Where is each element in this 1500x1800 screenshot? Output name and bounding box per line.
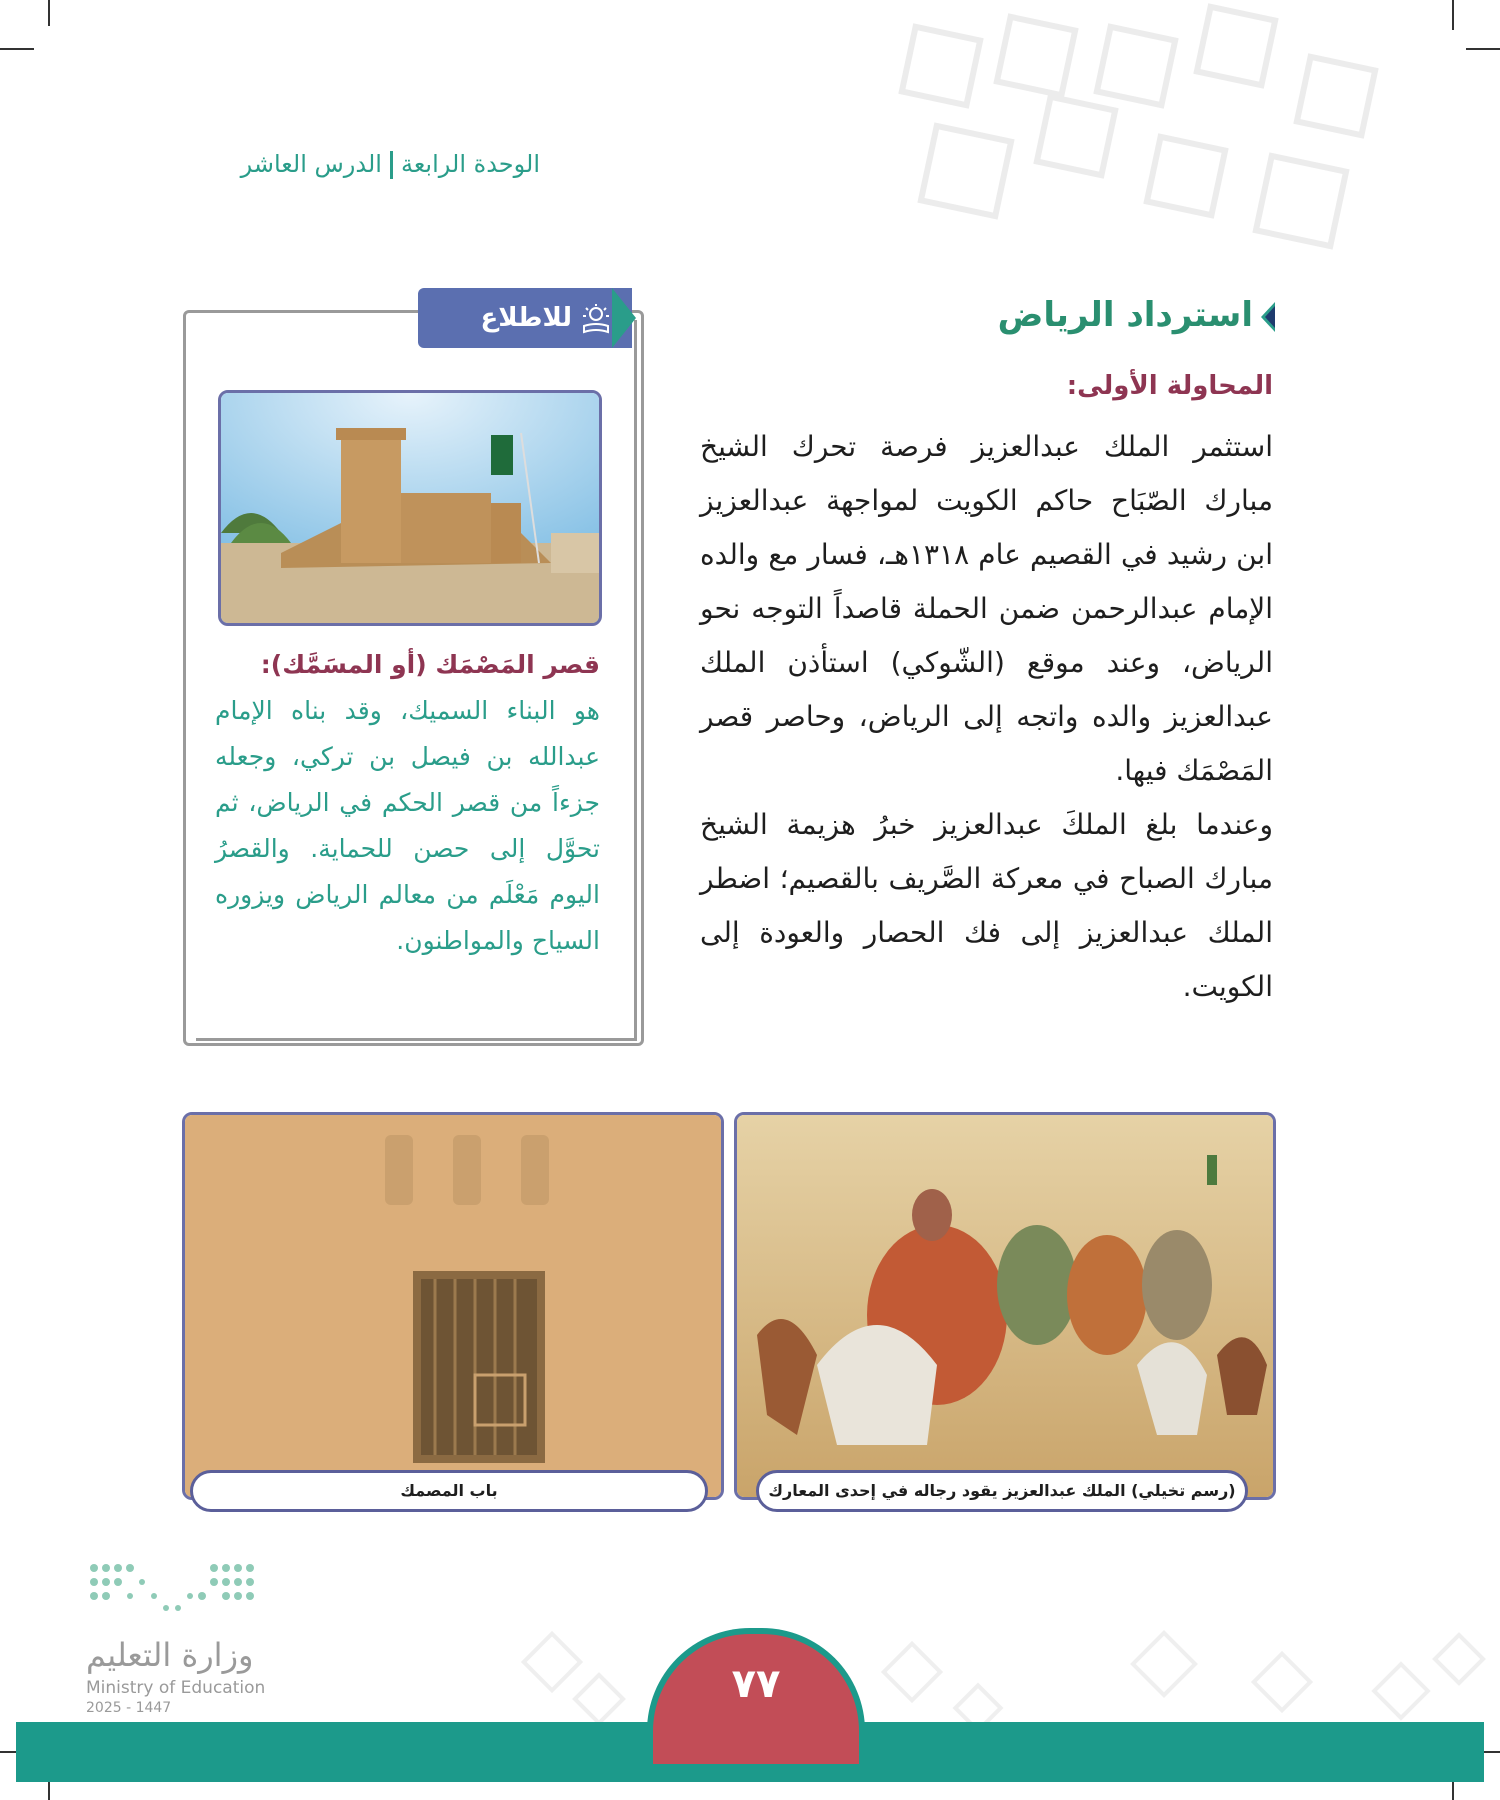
decorative-square xyxy=(993,13,1078,98)
decorative-square xyxy=(1293,53,1378,138)
decorative-diamond xyxy=(881,1641,943,1703)
crop-mark xyxy=(48,0,50,26)
info-tag xyxy=(418,288,632,348)
decorative-square xyxy=(898,23,983,108)
info-box-heading: قصر المَصْمَك (أو المسَمَّك): xyxy=(260,650,600,679)
decorative-diamond xyxy=(1371,1661,1430,1720)
body-text xyxy=(700,420,1273,1014)
ministry-name-arabic: وزارة التعليم xyxy=(86,1636,254,1674)
page-header xyxy=(200,144,540,184)
decorative-diamond xyxy=(521,1631,583,1693)
ministry-logo-icon xyxy=(86,1560,276,1630)
masmak-door-photo xyxy=(182,1112,724,1500)
crop-mark xyxy=(1452,0,1454,30)
lightbulb-book-icon xyxy=(580,302,612,334)
subheading: المحاولة الأولى: xyxy=(1066,371,1273,401)
info-box-text: هو البناء السميك، وقد بناه الإمام عبدالله بن فيصل بن تركي، وجعله جزءاً من قصر الحكم في الرياض، ثم تحوَّل إلى حصن للحماية. والقصرُ اليوم مَعْلَم من معالم الرياض ويزوره السياح والمواطنون. xyxy=(215,696,600,955)
decorative-diamond xyxy=(1130,1630,1198,1698)
door-caption: باب المصمك xyxy=(190,1470,708,1512)
decorative-square xyxy=(1143,133,1228,218)
crop-mark xyxy=(1466,48,1500,50)
unit-label: الوحدة الرابعة xyxy=(400,150,540,178)
decorative-diamond xyxy=(572,1672,626,1726)
section-title-text: استرداد الرياض xyxy=(997,295,1253,335)
paragraph: وعندما بلغ الملكَ عبدالعزيز خبرُ هزيمة الشيخ مبارك الصباح في معركة الصَّريف بالقصيم؛ اضطر الملك عبدالعزيز إلى فك الحصار والعودة إلى الكويت. xyxy=(700,808,1273,1003)
decorative-square xyxy=(1252,152,1349,249)
crop-mark xyxy=(0,48,34,50)
header-divider xyxy=(390,151,393,179)
chevron-marker-icon xyxy=(1261,302,1275,332)
masmak-fort-photo xyxy=(218,390,602,626)
decorative-diamond xyxy=(1432,1632,1486,1686)
decorative-square xyxy=(1093,23,1178,108)
decorative-square xyxy=(1193,3,1278,88)
page-number: ٧٧ xyxy=(647,1628,865,1764)
edition-year: 2025 - 1447 xyxy=(86,1700,172,1716)
ministry-name-english: Ministry of Education xyxy=(86,1678,266,1698)
decorative-square xyxy=(917,122,1014,219)
info-tag-label: للاطلاع xyxy=(480,303,572,333)
section-title xyxy=(700,290,1275,340)
info-tag-tip xyxy=(612,288,636,348)
painting-photo xyxy=(734,1112,1276,1500)
painting-caption: (رسم تخيلي) الملك عبدالعزيز يقود رجاله في إحدى المعارك xyxy=(756,1470,1248,1512)
decorative-square xyxy=(1033,93,1118,178)
lesson-label: الدرس العاشر xyxy=(240,150,382,178)
decorative-diamond xyxy=(1251,1651,1313,1713)
paragraph: استثمر الملك عبدالعزيز فرصة تحرك الشيخ مبارك الصّبَاح حاكم الكويت لمواجهة عبدالعزيز ابن رشيد في القصيم عام ١٣١٨هـ، فسار مع والده الإمام عبدالرحمن ضمن الحملة قاصداً التوجه نحو الرياض، وعند موقع (الشّوكي) استأذن الملك عبدالعزيز والده واتجه إلى الرياض، وحاصر قصر المَصْمَك فيها. xyxy=(700,430,1273,787)
